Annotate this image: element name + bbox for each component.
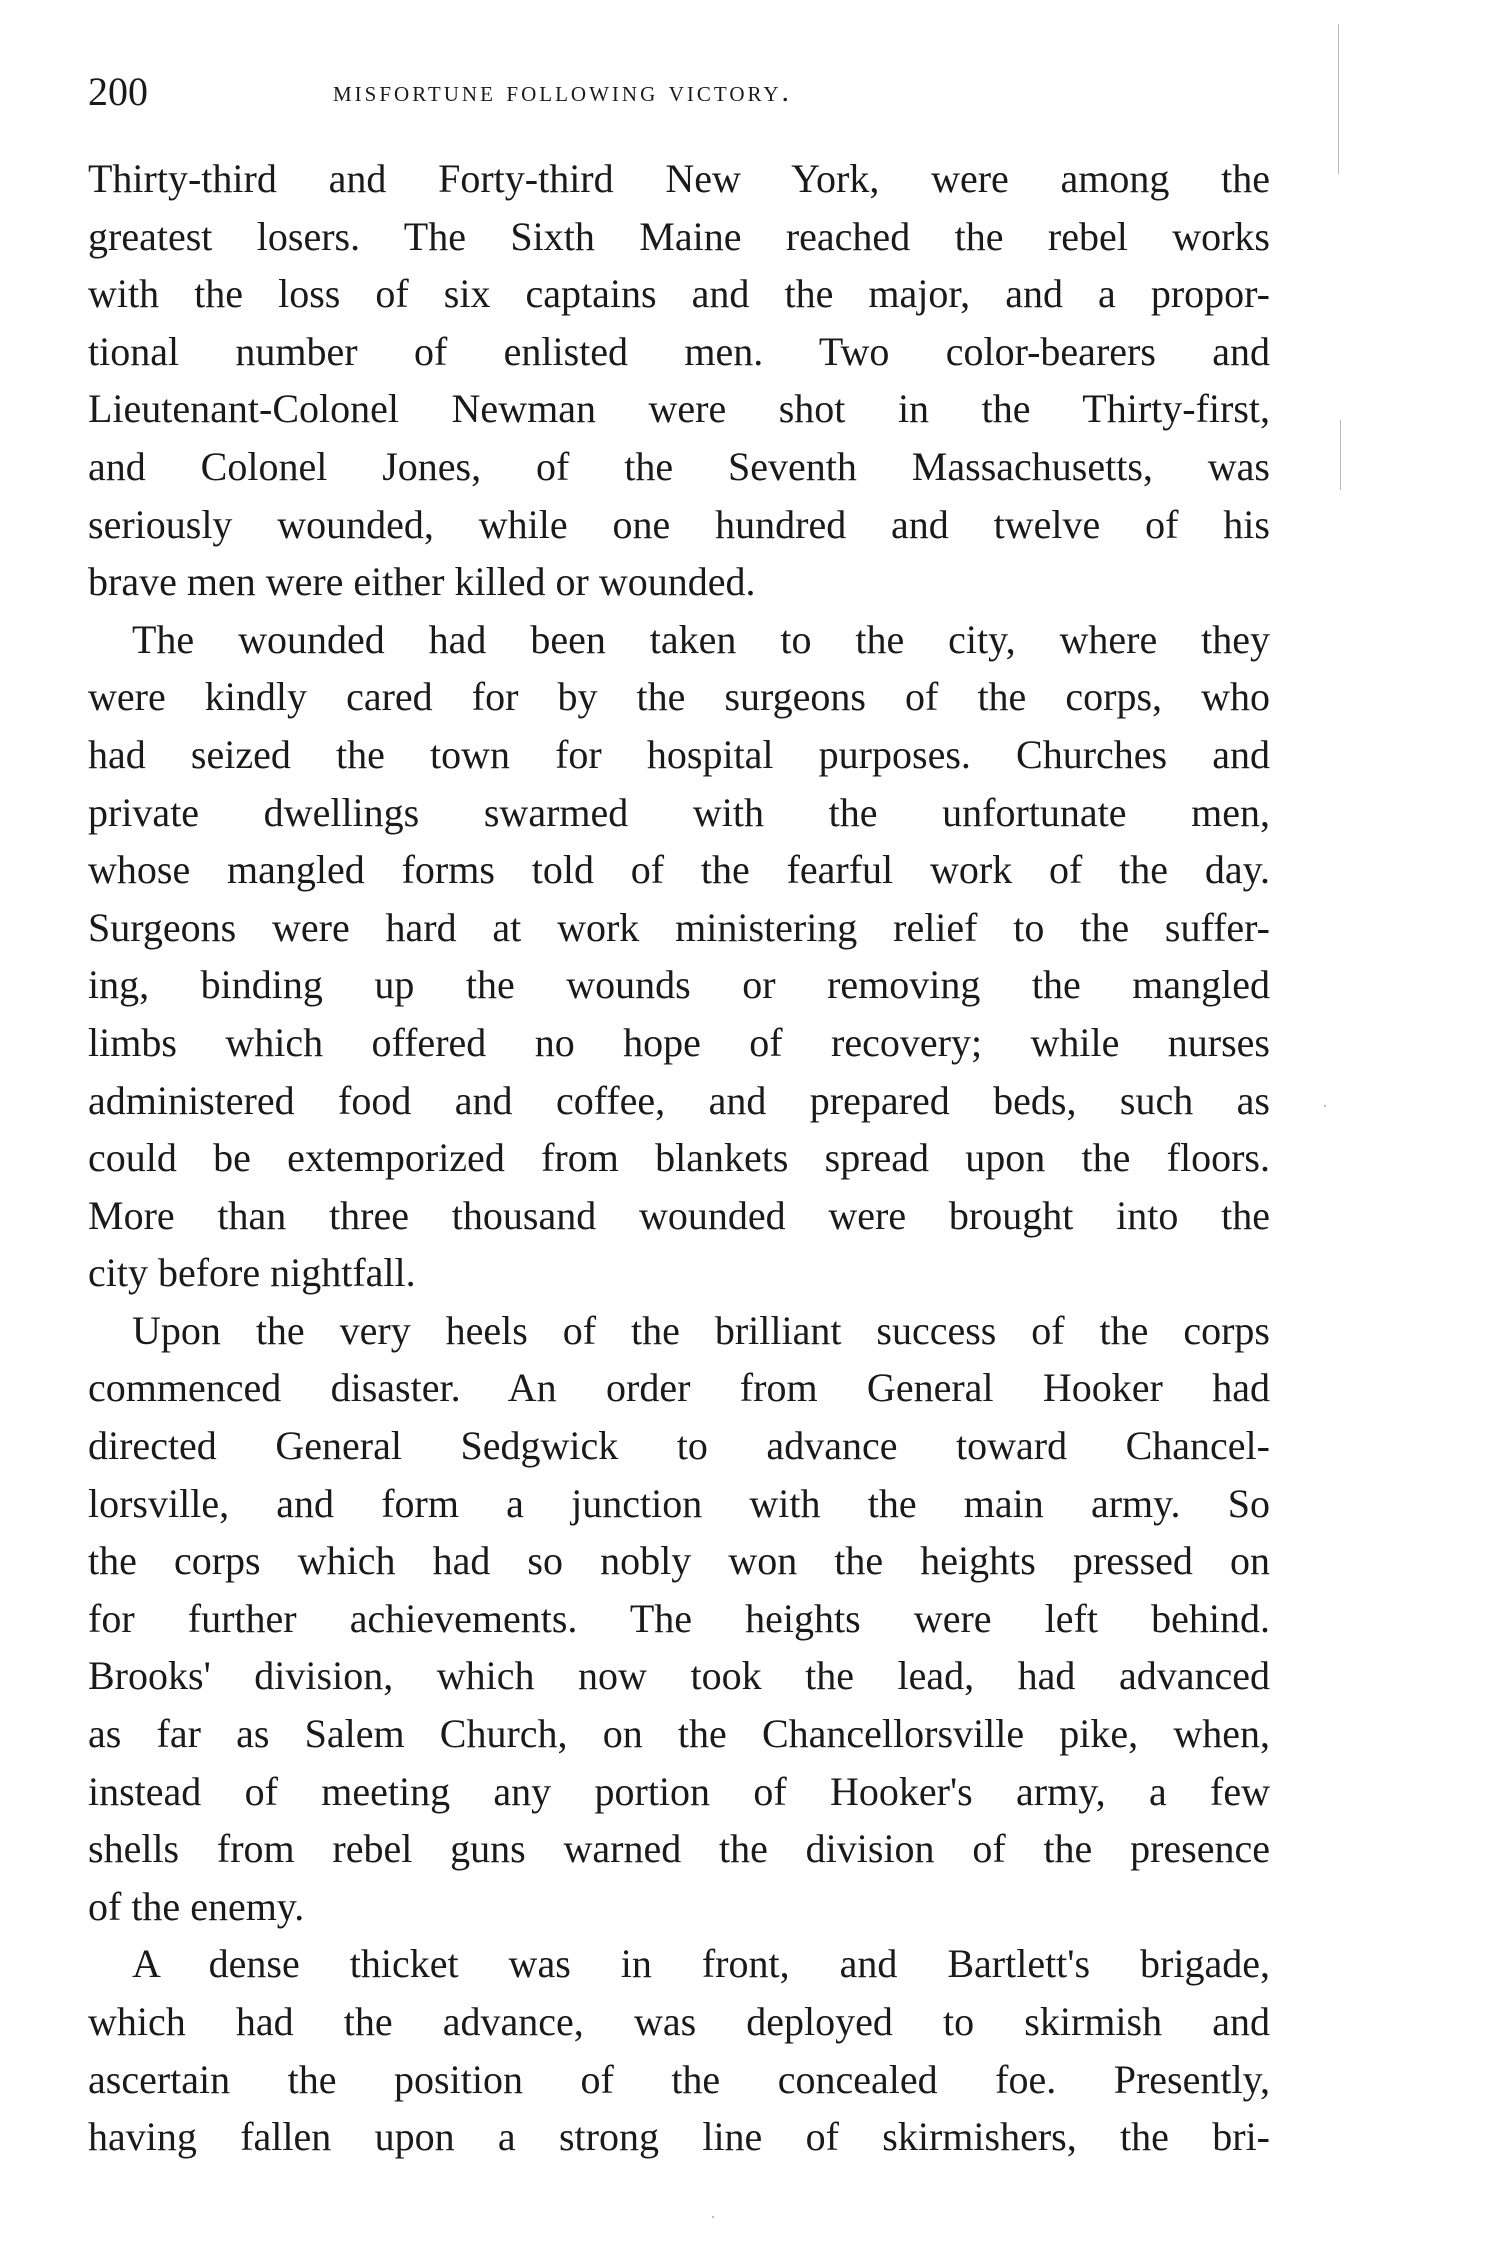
text-line: tional number of enlisted men. Two color-bearers and bbox=[88, 328, 1270, 374]
running-head bbox=[88, 62, 1270, 122]
text-line: as far as Salem Church, on the Chancellorsville pike, when, bbox=[88, 1711, 1270, 1757]
text-line: instead of meeting any portion of Hooker's army, a few bbox=[88, 1768, 1270, 1814]
text-line: A dense thicket was in front, and Bartlett's brigade, bbox=[132, 1941, 1270, 1987]
text-line: limbs which offered no hope of recovery; while nurses bbox=[88, 1019, 1270, 1065]
text-line: commenced disaster. An order from General Hooker had bbox=[88, 1365, 1270, 1411]
text-line: for further achievements. The heights were left behind. bbox=[88, 1595, 1270, 1641]
scan-mark bbox=[1340, 420, 1341, 490]
page-number: 200 bbox=[88, 69, 148, 114]
text-line: seriously wounded, while one hundred and twelve of his bbox=[88, 501, 1270, 547]
text-line: Thirty-third and Forty-third New York, were among the bbox=[88, 156, 1270, 201]
text-line: More than three thousand wounded were brought into the bbox=[88, 1192, 1270, 1238]
text-line: which had the advance, was deployed to skirmish and bbox=[88, 1999, 1270, 2044]
text-line: of the enemy. bbox=[88, 1883, 305, 1929]
text-line: ing, binding up the wounds or removing the mangled bbox=[88, 962, 1270, 1008]
text-line: directed General Sedgwick to advance toward Chancel- bbox=[88, 1423, 1270, 1469]
text-line: Surgeons were hard at work ministering relief to the suffer- bbox=[88, 904, 1270, 950]
scan-mark bbox=[1338, 24, 1339, 174]
text-line: lorsville, and form a junction with the main army. So bbox=[88, 1480, 1270, 1526]
text-line: Brooks' division, which now took the lead, had advanced bbox=[88, 1653, 1270, 1699]
text-line: Upon the very heels of the brilliant success of the corps bbox=[132, 1307, 1270, 1353]
text-line: whose mangled forms told of the fearful work of the day. bbox=[88, 847, 1270, 893]
text-line: ascertain the position of the concealed foe. Presently, bbox=[88, 2056, 1270, 2102]
text-line: having fallen upon a strong line of skirmishers, the bri- bbox=[88, 2114, 1270, 2160]
text-line: the corps which had so nobly won the heights pressed on bbox=[88, 1538, 1270, 1584]
text-line: administered food and coffee, and prepared beds, such as bbox=[88, 1077, 1270, 1123]
text-line: with the loss of six captains and the major, and a propor- bbox=[88, 271, 1270, 317]
text-line: city before nightfall. bbox=[88, 1250, 416, 1296]
text-line: could be extemporized from blankets spread upon the floors. bbox=[88, 1135, 1270, 1181]
text-line: and Colonel Jones, of the Seventh Massachusetts, was bbox=[88, 443, 1270, 489]
text-line: private dwellings swarmed with the unfortunate men, bbox=[88, 789, 1270, 835]
text-line: had seized the town for hospital purposes. Churches and bbox=[88, 731, 1270, 777]
text-line: greatest losers. The Sixth Maine reached the rebel works bbox=[88, 213, 1270, 259]
text-line: The wounded had been taken to the city, where they bbox=[132, 616, 1270, 662]
scan-mark bbox=[712, 2216, 714, 2218]
body-text bbox=[88, 150, 1270, 2166]
text-line: brave men were either killed or wounded. bbox=[88, 559, 756, 605]
text-line: were kindly cared for by the surgeons of the corps, who bbox=[88, 674, 1270, 720]
text-line: Lieutenant-Colonel Newman were shot in the Thirty-first, bbox=[88, 386, 1270, 432]
text-line: shells from rebel guns warned the division of the presence bbox=[88, 1826, 1270, 1872]
running-title: misfortune following victory. bbox=[333, 75, 793, 108]
scan-mark bbox=[1324, 1105, 1326, 1107]
